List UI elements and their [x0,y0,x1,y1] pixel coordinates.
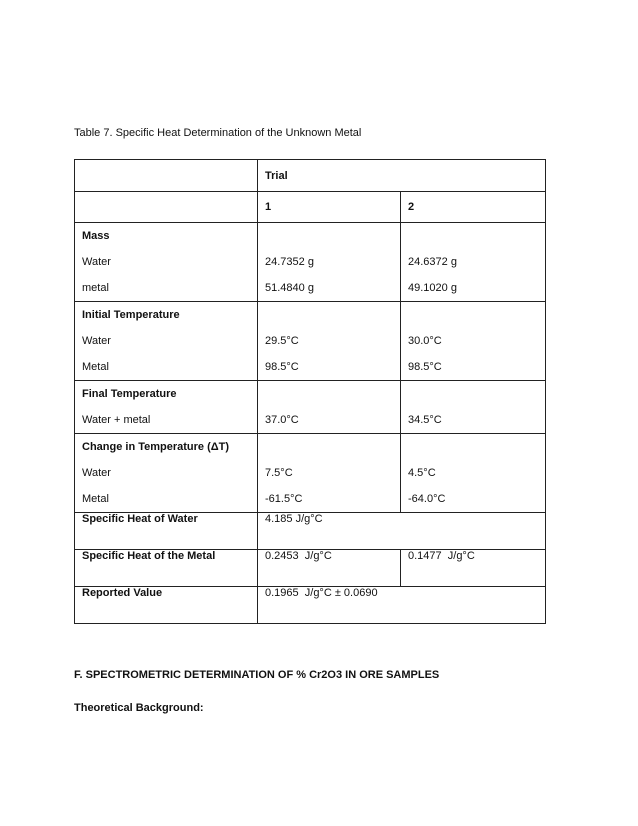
initial-metal-label: Metal [82,361,109,373]
final-trial-1 [258,381,401,434]
initial-title: Initial Temperature [82,309,180,321]
mass-trial-1 [258,223,401,302]
change-temp-group [75,434,546,513]
specific-heat-water-row [75,513,546,550]
initial-metal-t1: 98.5°C [265,361,299,373]
final-water-metal-t1: 37.0°C [265,414,299,426]
mass-water-label: Water [82,256,111,268]
initial-water-t1: 29.5°C [265,335,299,347]
initial-water-t2: 30.0°C [408,335,442,347]
table-caption: Table 7. Specific Heat Determination of the Unknown Metal [74,127,362,139]
mass-metal-label: metal [82,282,109,294]
specific-heat-metal-row [75,550,546,587]
header-empty-cell [75,192,258,223]
header-trial-2: 2 [401,192,546,223]
mass-metal-t1: 51.4840 g [265,282,314,294]
initial-metal-t2: 98.5°C [408,361,442,373]
header-row-numbers [75,192,546,223]
specific-heat-water-value: 4.185 J/g°C [258,513,546,550]
reported-value-row [75,587,546,624]
initial-trial-2 [401,302,546,381]
section-heading: F. SPECTROMETRIC DETERMINATION OF % Cr2O3 IN ORE SAMPLES [74,669,440,681]
theoretical-background-heading: Theoretical Background: [74,702,204,714]
mass-water-t1: 24.7352 g [265,256,314,268]
change-labels [75,434,258,513]
initial-labels [75,302,258,381]
change-trial-1 [258,434,401,513]
reported-value: 0.1965 J/g°C ± 0.0690 [258,587,546,624]
mass-trial-2 [401,223,546,302]
specific-heat-water-label: Specific Heat of Water [75,513,258,550]
initial-trial-1 [258,302,401,381]
mass-water-t2: 24.6372 g [408,256,457,268]
specific-heat-metal-label: Specific Heat of the Metal [75,550,258,587]
change-water-t2: 4.5°C [408,467,436,479]
final-water-metal-t2: 34.5°C [408,414,442,426]
final-temp-group [75,381,546,434]
initial-water-label: Water [82,335,111,347]
change-metal-t1: -61.5°C [265,493,303,505]
change-water-t1: 7.5°C [265,467,293,479]
final-labels [75,381,258,434]
mass-labels [75,223,258,302]
initial-temp-group [75,302,546,381]
specific-heat-table [74,159,546,624]
change-metal-label: Metal [82,493,109,505]
header-trial-1: 1 [258,192,401,223]
change-metal-t2: -64.0°C [408,493,446,505]
mass-title: Mass [82,230,110,242]
final-title: Final Temperature [82,388,177,400]
change-water-label: Water [82,467,111,479]
specific-heat-metal-t2: 0.1477 J/g°C [401,550,546,587]
final-trial-2 [401,381,546,434]
final-water-metal-label: Water + metal [82,414,151,426]
header-trial: Trial [258,160,546,192]
specific-heat-metal-t1: 0.2453 J/g°C [258,550,401,587]
header-row-trial [75,160,546,192]
header-empty-cell [75,160,258,192]
change-title: Change in Temperature (ΔT) [82,441,230,453]
reported-value-label: Reported Value [75,587,258,624]
change-trial-2 [401,434,546,513]
mass-group [75,223,546,302]
mass-metal-t2: 49.1020 g [408,282,457,294]
